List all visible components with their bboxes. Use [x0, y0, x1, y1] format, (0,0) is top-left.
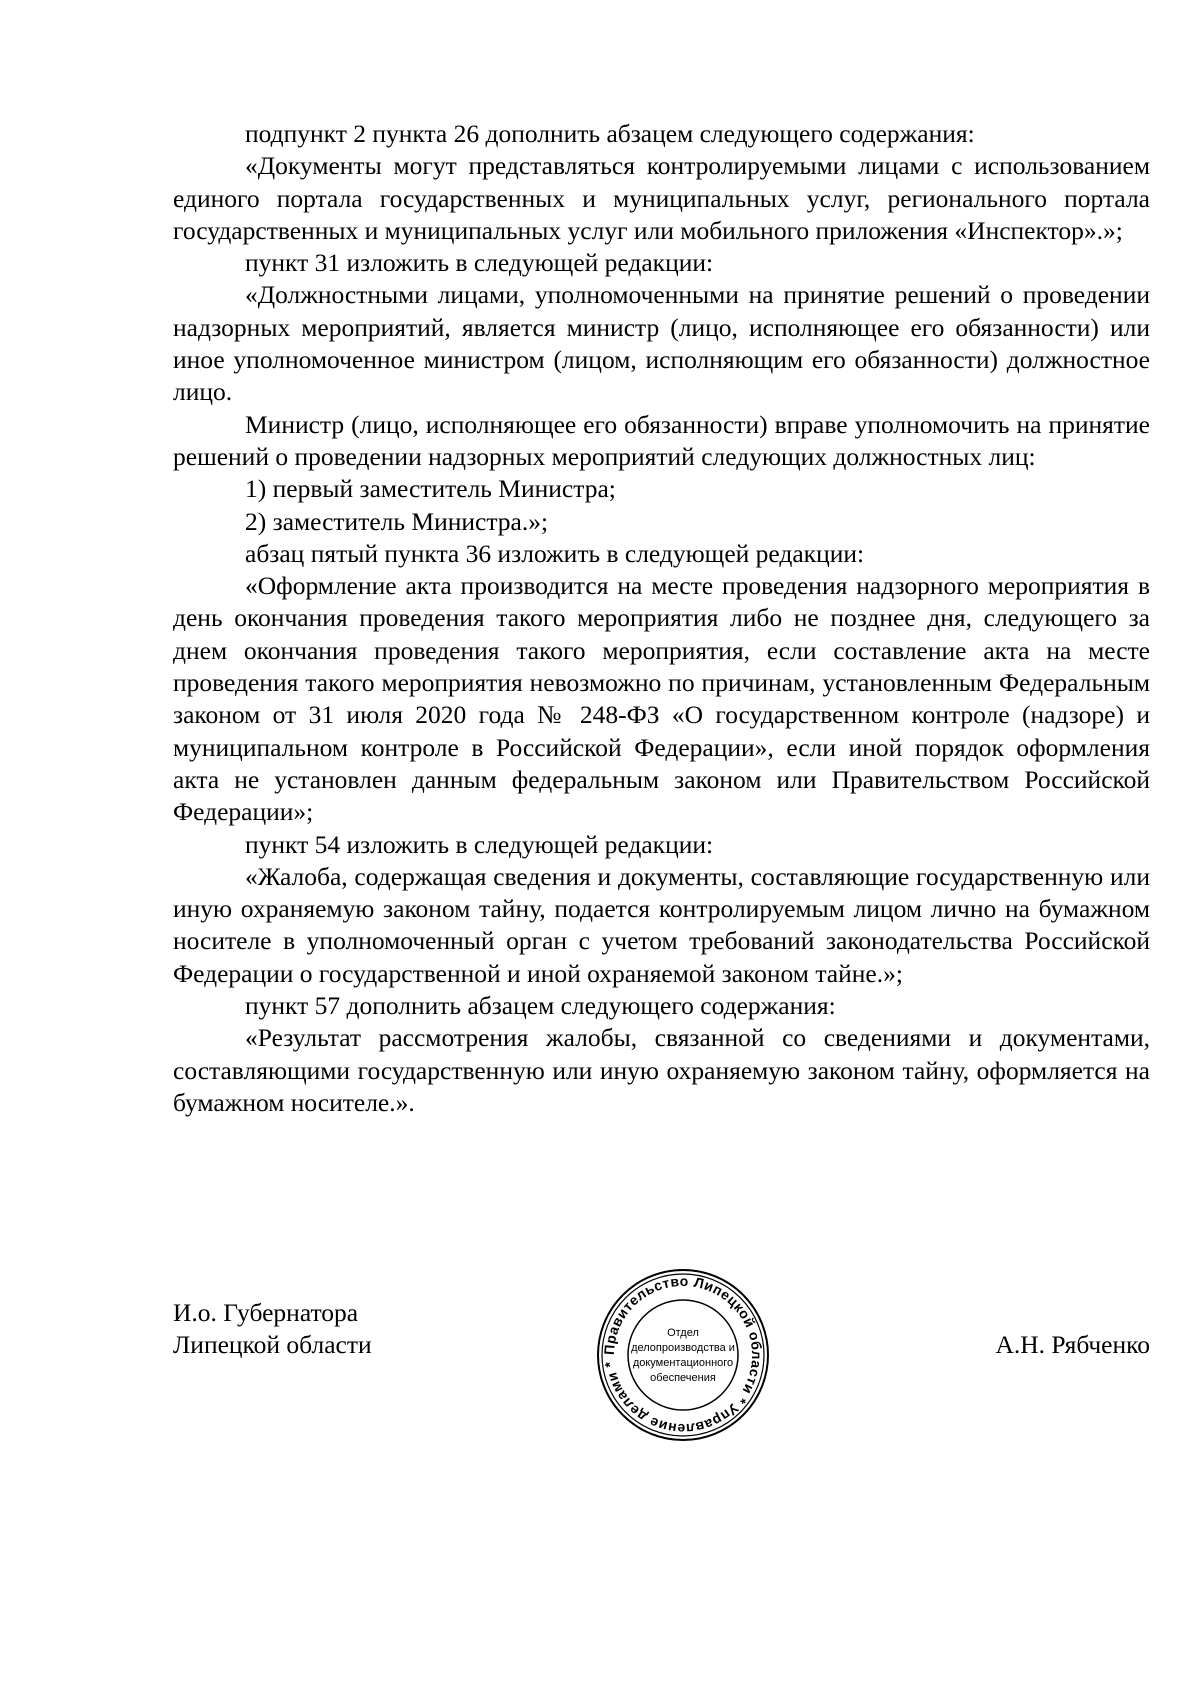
- signatory-name: А.Н. Рябченко: [995, 1330, 1150, 1359]
- paragraph: пункт 31 изложить в следующей редакции:: [245, 248, 714, 278]
- signatory-position-line: И.о. Губернатора: [173, 1298, 359, 1327]
- paragraph: «Результат рассмотрения жалобы, связанной со сведениями и документами, составляющими государственную или иную охраняемую законом тайну, оформляется на бумажном носителе.».: [173, 1023, 1150, 1117]
- paragraph: пункт 54 изложить в следующей редакции:: [245, 829, 714, 859]
- paragraph: «Документы могут представляться контролируемыми лицами с использованием единого портала государственных и муниципальных услуг, регионального портала государственных и муниципальных услуг или мобильного приложения «Инспектор».»;: [173, 151, 1150, 245]
- official-seal: [596, 1268, 770, 1442]
- seal-inner-line: документационного: [632, 1357, 734, 1369]
- paragraph: подпункт 2 пункта 26 дополнить абзацем следующего содержания:: [245, 119, 975, 148]
- paragraph: «Оформление акта производится на месте проведения надзорного мероприятия в день окончания проведения такого мероприятия либо не позднее дня, следующего за днем окончания проведения такого мероприятия, если составление акта на месте проведения такого мероприятия невозможно по причинам, установленным Федеральным законом от 31 июля 2020 года № 248-ФЗ «О государственном контроле (надзоре) и муниципальном контроле в Российской Федерации», если иной порядок оформления акта не установлен данным федеральным законом или Правительством Российской Федерации»;: [173, 571, 1150, 827]
- signatory-position-line: Липецкой области: [173, 1330, 372, 1360]
- document-body: [173, 118, 1150, 1119]
- seal-inner-line: делопроизводства и: [631, 1342, 735, 1354]
- seal-outer-ring: [598, 1270, 768, 1440]
- seal-inner-line: Отдел: [667, 1327, 699, 1339]
- paragraph: «Жалоба, содержащая сведения и документы, составляющие государственную или иную охраняемую законом тайну, подается контролируемым лицом лично на бумажном носителе в уполномоченный орган с учетом требований законодательства Российской Федерации о государственной и иной охраняемой законом тайне.»;: [173, 861, 1150, 988]
- signatory-position: [173, 1297, 372, 1362]
- seal-inner-line: обеспечения: [650, 1372, 716, 1384]
- paragraph: 1) первый заместитель Министра;: [245, 474, 616, 504]
- paragraph: абзац пятый пункта 36 изложить в следующей редакции:: [245, 538, 865, 568]
- seal-outer-text: Правительство Липецкой области * Управление делами *: [600, 1272, 766, 1438]
- paragraph: Министр (лицо, исполняющее его обязанности) вправе уполномочить на принятие решений о проведении надзорных мероприятий следующих должностных лиц:: [173, 409, 1150, 471]
- paragraph: пункт 57 дополнить абзацем следующего содержания:: [245, 991, 836, 1021]
- paragraph: 2) заместитель Министра.»;: [245, 506, 549, 536]
- paragraph: «Должностными лицами, уполномоченными на принятие решений о проведении надзорных мероприятий, является министр (лицо, исполняющее его обязанности) или иное уполномоченное министром (лицом, исполняющим его обязанности) должностное лицо.: [173, 280, 1150, 407]
- seal-inner-ring: [628, 1300, 738, 1410]
